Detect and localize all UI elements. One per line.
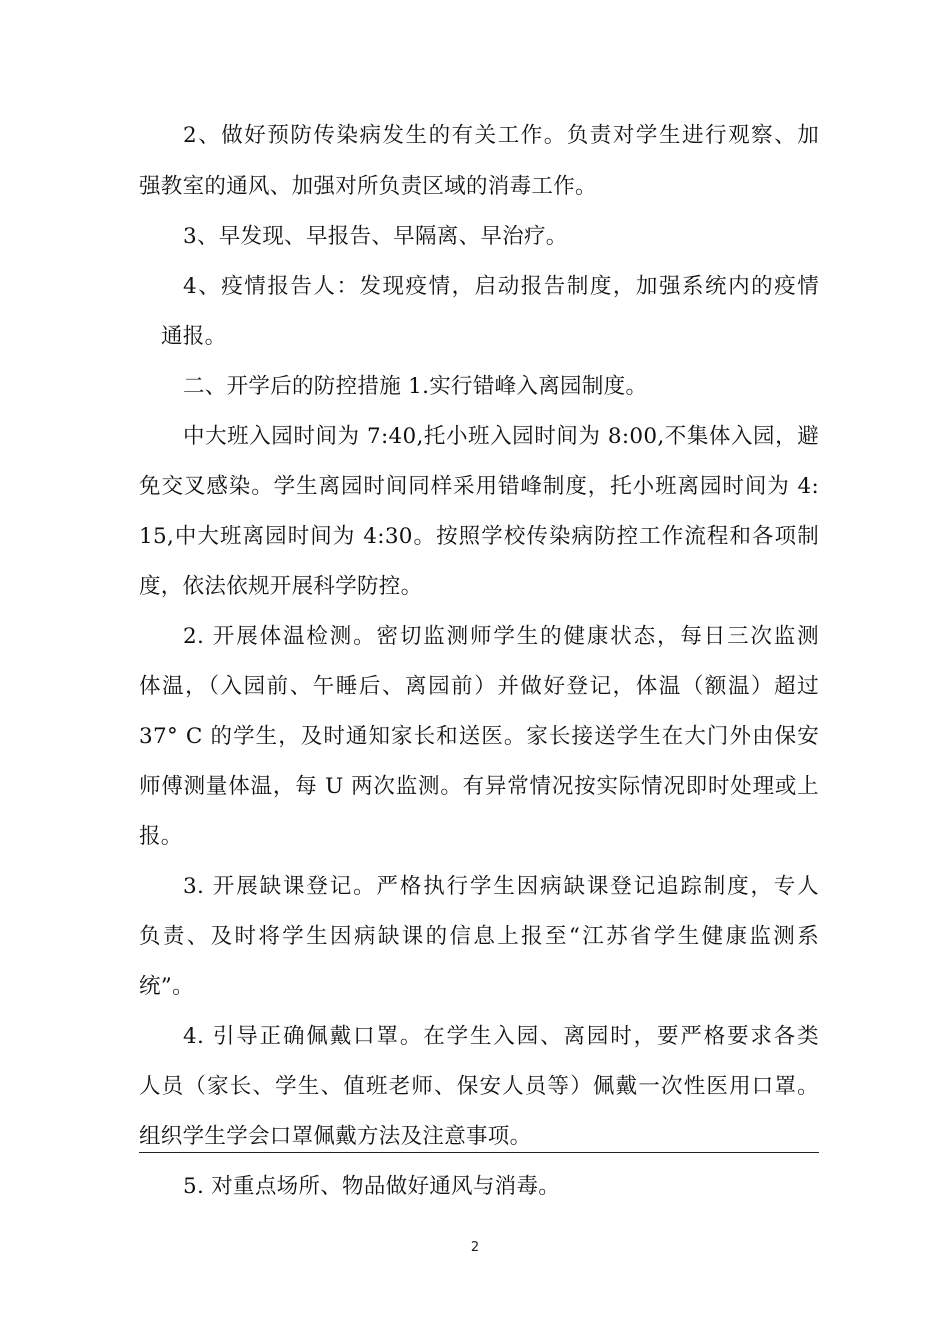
page-number: 2 xyxy=(470,1240,480,1255)
text-line: 2、做好预防传染病发生的有关工作。负责对学生进行观察、加 xyxy=(183,123,819,148)
text-line: 4、疫情报告人：发现疫情，启动报告制度，加强系统内的疫情 xyxy=(183,274,819,299)
text-line: 师傅测量体温，每 U 两次监测。有异常情况按实际情况即时处理或上 xyxy=(139,774,819,799)
text-line: 免交叉感染。学生离园时间同样采用错峰制度，托小班离园时间为 4: xyxy=(139,474,819,499)
text-line: 人员（家长、学生、值班老师、保安人员等）佩戴一次性医用口罩。 xyxy=(139,1074,819,1099)
text-line: 负责、及时将学生因病缺课的信息上报至“江苏省学生健康监测系 xyxy=(139,924,819,949)
text-line: 3、早发现、早报告、早隔离、早治疗。 xyxy=(183,224,568,249)
text-line: 通报。 xyxy=(161,324,227,349)
text-line: 体温，（入园前、午睡后、离园前）并做好登记，体温（额温）超过 xyxy=(139,674,819,699)
text-line: 5. 对重点场所、物品做好通风与消毒。 xyxy=(183,1174,561,1199)
text-line: 3. 开展缺课登记。严格执行学生因病缺课登记追踪制度，专人 xyxy=(183,874,819,899)
text-line: 4. 引导正确佩戴口罩。在学生入园、离园时，要严格要求各类 xyxy=(183,1024,819,1049)
text-line: 统”。 xyxy=(139,974,194,999)
text-line: 中大班入园时间为 7:40,托小班入园时间为 8:00,不集体入园，避 xyxy=(183,424,819,449)
text-line: 强教室的通风、加强对所负责区域的消毒工作。 xyxy=(139,174,597,199)
section-heading: 二、开学后的防控措施 1.实行错峰入离园制度。 xyxy=(183,374,648,399)
text-line: 2. 开展体温检测。密切监测师学生的健康状态，每日三次监测 xyxy=(183,624,819,649)
text-line: 度，依法依规开展科学防控。 xyxy=(139,574,423,599)
text-line: 37° C 的学生，及时通知家长和送医。家长接送学生在大门外由保安 xyxy=(139,724,819,749)
text-line: 15,中大班离园时间为 4:30。按照学校传染病防控工作流程和各项制 xyxy=(139,524,819,549)
text-line: 报。 xyxy=(139,824,183,849)
horizontal-rule xyxy=(139,1152,819,1153)
text-line: 组织学生学会口罩佩戴方法及注意事项。 xyxy=(139,1124,532,1149)
